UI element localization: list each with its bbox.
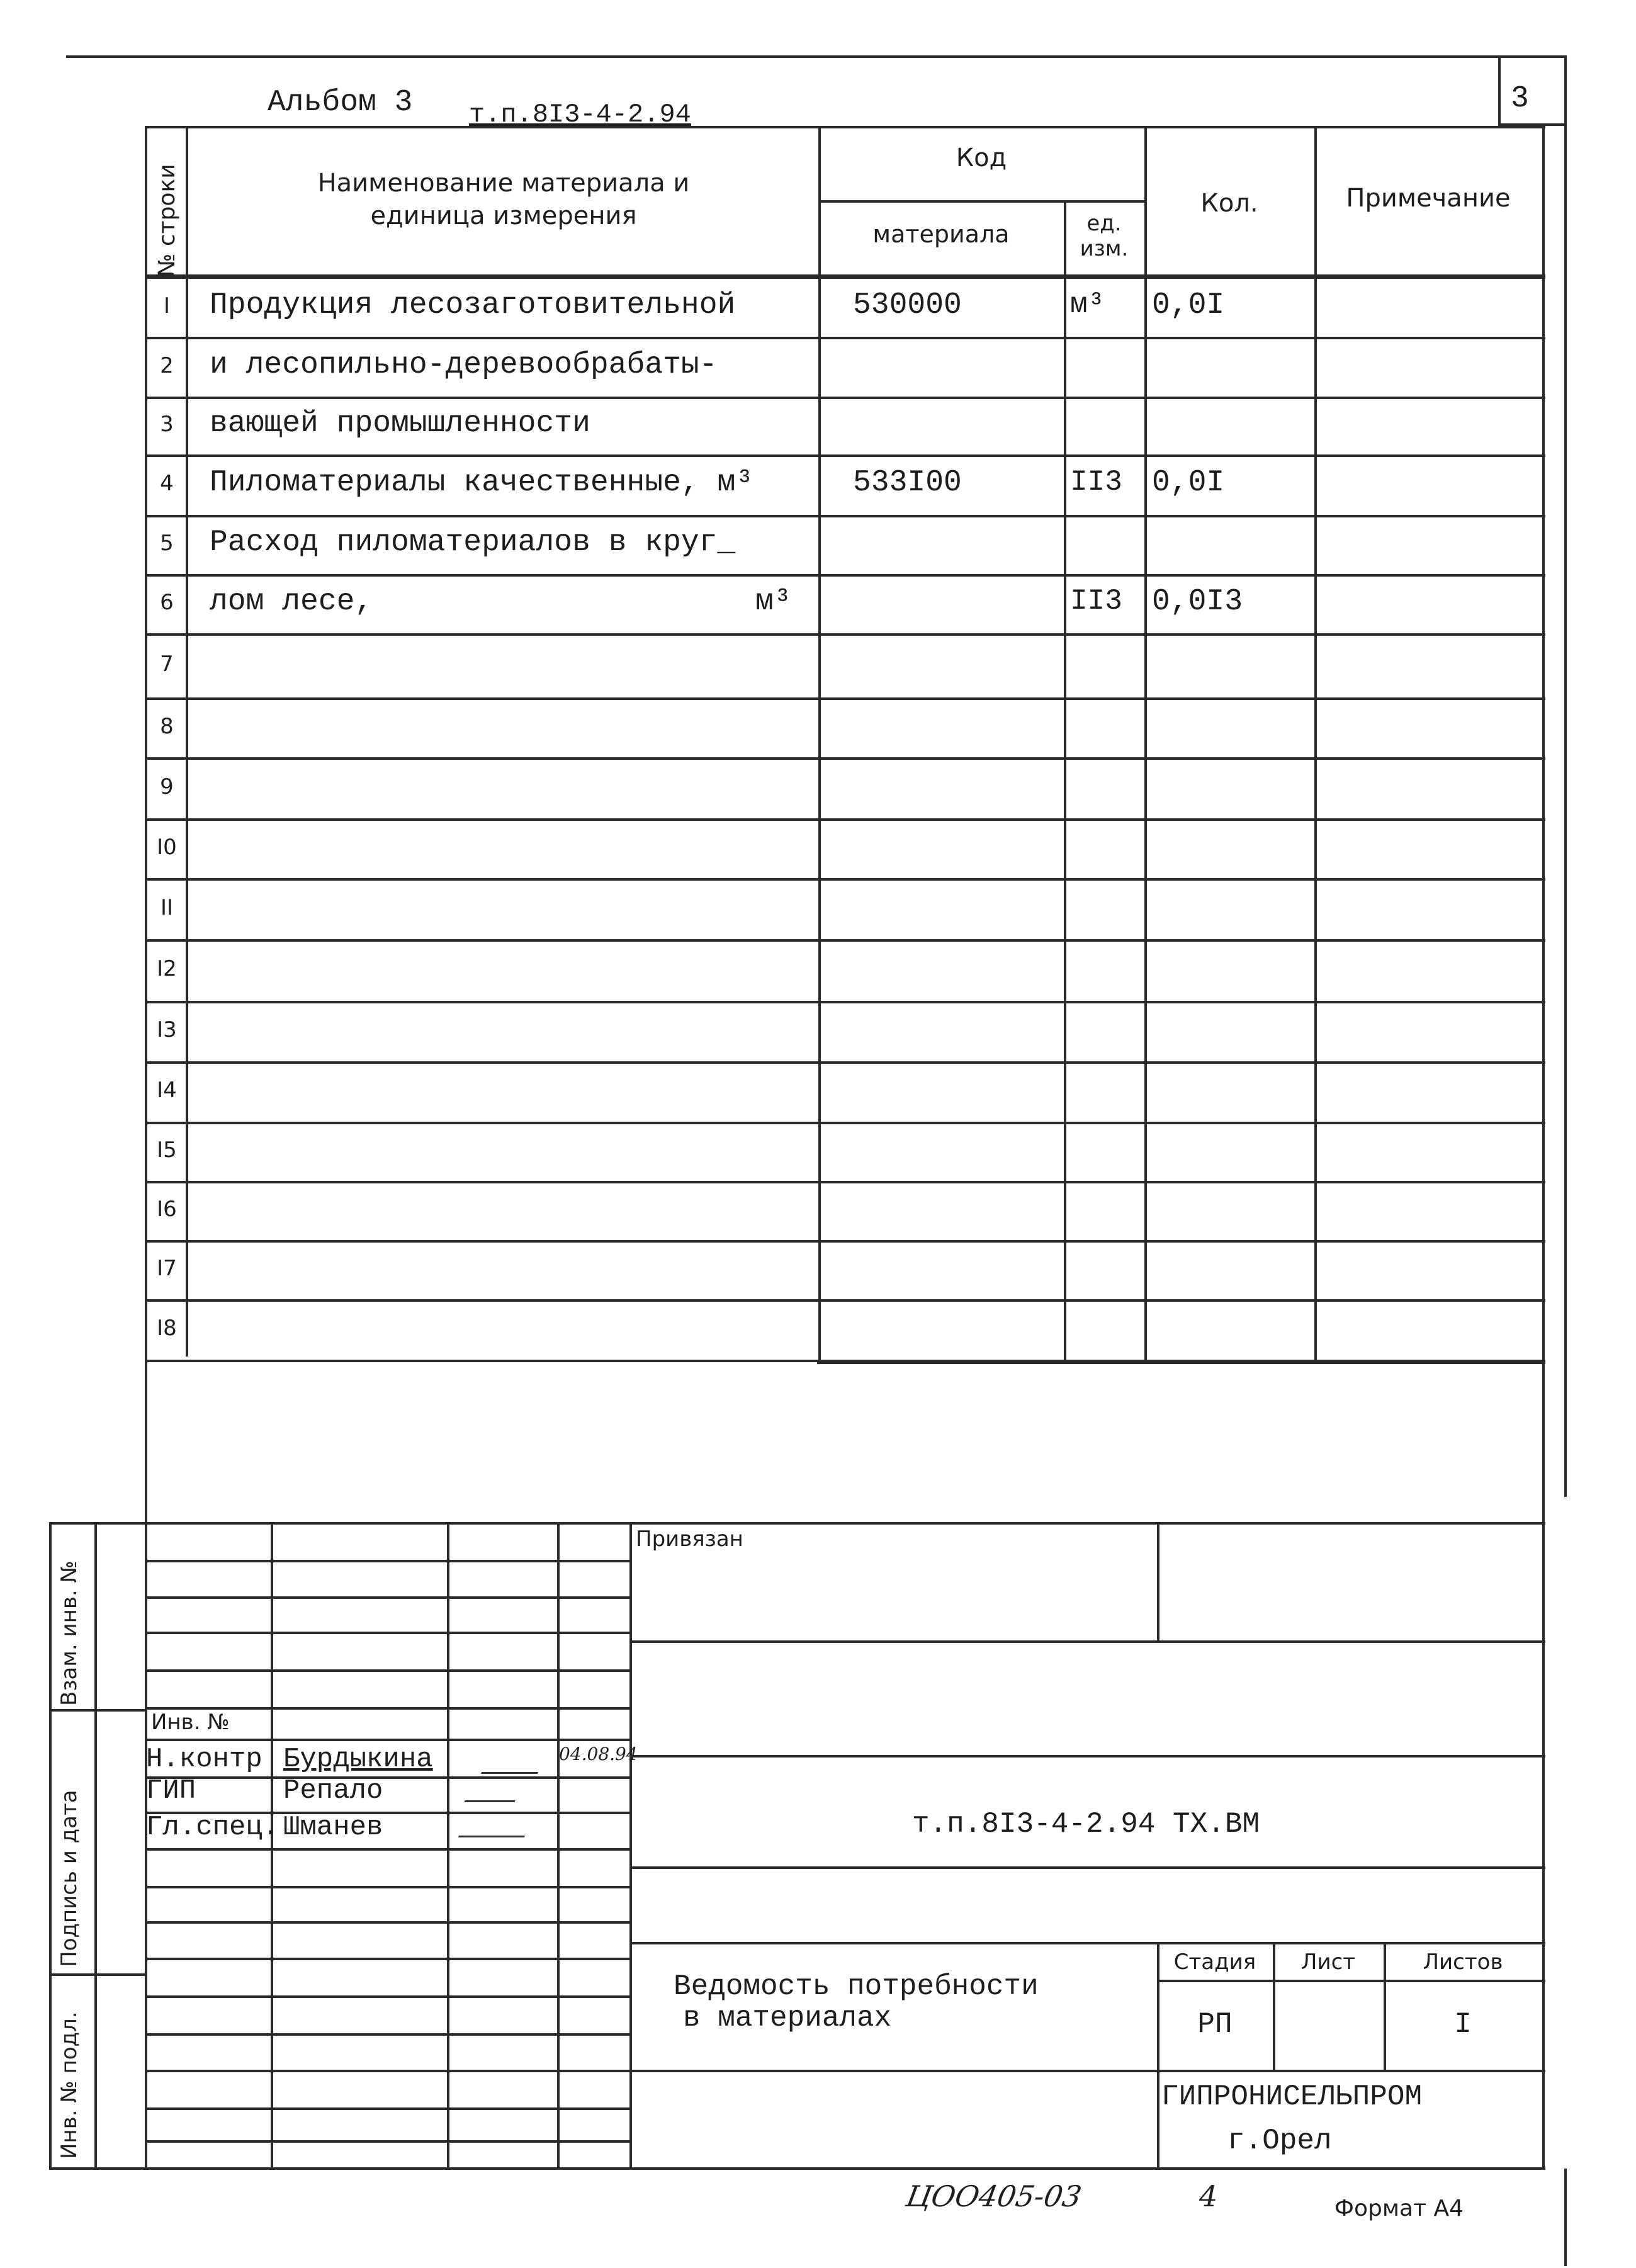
side-strip-divider-2 [49,1973,145,1976]
row-number: I8 [157,1316,177,1341]
stamp-grid-line [145,1886,629,1888]
row-name: лом лесе, [210,585,373,619]
organization-name: ГИПРОНИСЕЛЬПРОМ [1161,2080,1423,2113]
privyazan-divider [1157,1522,1159,1642]
row-name: вающей промышленности [210,407,590,441]
row-separator [145,1181,1545,1183]
row-number: I5 [157,1137,177,1163]
stamp-line-c [629,1866,1545,1869]
side-strip-inner-line [94,1523,97,2169]
row-separator [145,397,1545,399]
page-number-divider [1498,55,1501,125]
row-number: 2 [160,353,174,378]
row-number: 4 [160,471,174,496]
stamp-grid-line [145,1848,629,1851]
qty-header: Кол. [1200,189,1258,218]
row-name: Расход пиломатериалов в круг_ [210,526,736,560]
bottom-border [49,2167,1545,2170]
document-title-line1: Ведомость потребности [674,1970,1039,2003]
signer-date-1: 04.08.94 [559,1744,638,1764]
signer-name-2: Репало [283,1775,383,1807]
row-number: 5 [160,531,174,556]
row-separator [145,454,1545,457]
row-number: I0 [157,834,177,860]
row-name-unit: м³ [755,585,792,619]
row-number: I2 [157,956,177,981]
sheets-value: I [1454,2008,1472,2041]
side-label-podpis-data: Подпись и дата [57,1790,82,1967]
signature-3 [458,1813,533,1837]
designation-code: т.п.8I3-4-2.94 ТХ.ВМ [911,1808,1260,1841]
stamp-grid-line [145,1560,629,1562]
row-number: II [160,894,174,920]
top-border [66,55,1564,58]
stage-block-left [1157,1942,1159,2169]
row-number: 6 [160,590,174,615]
table-top-border [145,126,1545,128]
code-subheader-line [818,200,1144,203]
row-unit: м³ [1070,288,1105,321]
table-right-border [1542,126,1545,1549]
rowno-col-separator [186,126,188,1357]
signature-1 [481,1753,545,1774]
signer-role-1: Н.контр [146,1744,262,1775]
stamp-line-e [629,2070,1545,2072]
row-code: 533I00 [853,466,962,500]
row-number: 3 [160,412,174,437]
code-header: Код [956,144,1007,172]
doc-ref-header: т.п.8I3-4-2.94 [469,99,691,130]
row-separator [145,757,1545,760]
stamp-grid-line [145,1921,629,1924]
row-code: 530000 [853,288,962,322]
code-unit-header-line2: изм. [1080,236,1129,261]
stamp-grid-line [145,1739,629,1741]
code-col-separator [1064,201,1066,1363]
right-frame-line-bottom [1564,2169,1567,2266]
header-bottom-line [145,274,1545,279]
row-separator [145,939,1545,942]
row-name: Пиломатериалы качественные, м³ [210,466,754,500]
stamp-grid-line [145,2070,629,2072]
stamp-line-b [629,1755,1545,1757]
stamp-grid-line [145,1669,629,1672]
sheets-label: Листов [1423,1949,1503,1975]
row-qty: 0,0I [1152,288,1225,322]
code-unit-header-line1: ед. [1086,211,1122,236]
name-col-separator [818,126,821,1363]
side-label-vzam-inv: Взам. инв. № [57,1560,82,1706]
row-separator [145,337,1545,339]
page-number: 3 [1511,82,1529,116]
side-label-inv-podl: Инв. № подл. [57,2011,82,2159]
stamp-grid-line [145,2033,629,2036]
row-separator [145,1240,1545,1243]
sheet-label: Лист [1300,1949,1356,1975]
row-number: 9 [160,774,174,799]
document-title-line2: в материалах [683,2002,892,2034]
row-number: 8 [160,713,174,739]
row-separator [145,515,1545,517]
stamp-inv-no-label: Инв. № [151,1710,230,1735]
row-number: I6 [157,1197,177,1222]
side-strip-left-border [49,1523,52,2169]
stamp-grid-line [145,1958,629,1960]
name-header-line1: Наименование материала и [317,169,690,198]
row-number-header: № строки [154,164,180,277]
row-number: 7 [160,652,174,677]
row-number: I7 [157,1256,177,1281]
name-header-line2: единица измерения [370,201,637,230]
right-frame-line-top [1564,55,1567,1497]
format-label: Формат А4 [1334,2196,1464,2221]
stamp-grid-line [145,1995,629,1998]
privyazan-label: Привязан [636,1526,743,1552]
row-name: и лесопильно-деревообрабаты- [210,347,718,382]
row-separator [145,633,1545,636]
row-number: I [163,293,171,319]
stamp-grid-line [145,1776,629,1779]
row-number: I3 [157,1017,177,1042]
stamp-grid-line [145,2140,629,2143]
row-number: I4 [157,1078,177,1103]
data-bottom-line-right [817,1360,1545,1364]
unit-col-separator [1144,126,1147,1363]
signer-name-3: Шманев [283,1812,383,1843]
row-separator [145,1122,1545,1124]
signer-role-2: ГИП [146,1775,196,1807]
archive-number: ЦОО405-03 [903,2179,1085,2213]
row-separator [145,1061,1545,1064]
stamp-grid-line [145,2107,629,2110]
signature-2 [465,1776,524,1802]
row-separator [145,878,1545,881]
side-strip-divider-1 [49,1709,145,1712]
row-separator [145,697,1545,700]
signer-name-1: Бурдыкина [283,1744,433,1775]
row-separator [145,1001,1545,1003]
stage-header-bottom [1157,1980,1545,1982]
row-qty: 0,0I [1152,466,1225,500]
row-qty: 0,0I3 [1152,585,1243,619]
stamp-grid-line [145,1596,629,1599]
qty-col-separator [1314,126,1317,1363]
row-separator [145,574,1545,577]
code-material-header: материала [872,220,1010,248]
stage-label: Стадия [1173,1949,1256,1975]
stamp-top-line [49,1522,1545,1525]
stamp-line-a [629,1640,1545,1643]
note-header: Примечание [1346,184,1511,213]
row-unit: II3 [1070,466,1122,499]
row-separator [145,1299,1545,1302]
signer-role-3: Гл.спец. [146,1812,279,1843]
organization-city: г.Орел [1227,2124,1332,2157]
row-name: Продукция лесозаготовительной [210,288,736,322]
album-label: Альбом 3 [268,86,413,120]
row-unit: II3 [1070,585,1122,618]
row-separator [145,818,1545,821]
archive-page: 4 [1199,2179,1218,2213]
stamp-grid-line [145,1632,629,1634]
table-left-border [145,126,147,1523]
stage-value: РП [1197,2008,1233,2041]
stamp-line-d [629,1942,1545,1944]
data-bottom-line-left [145,1360,818,1362]
